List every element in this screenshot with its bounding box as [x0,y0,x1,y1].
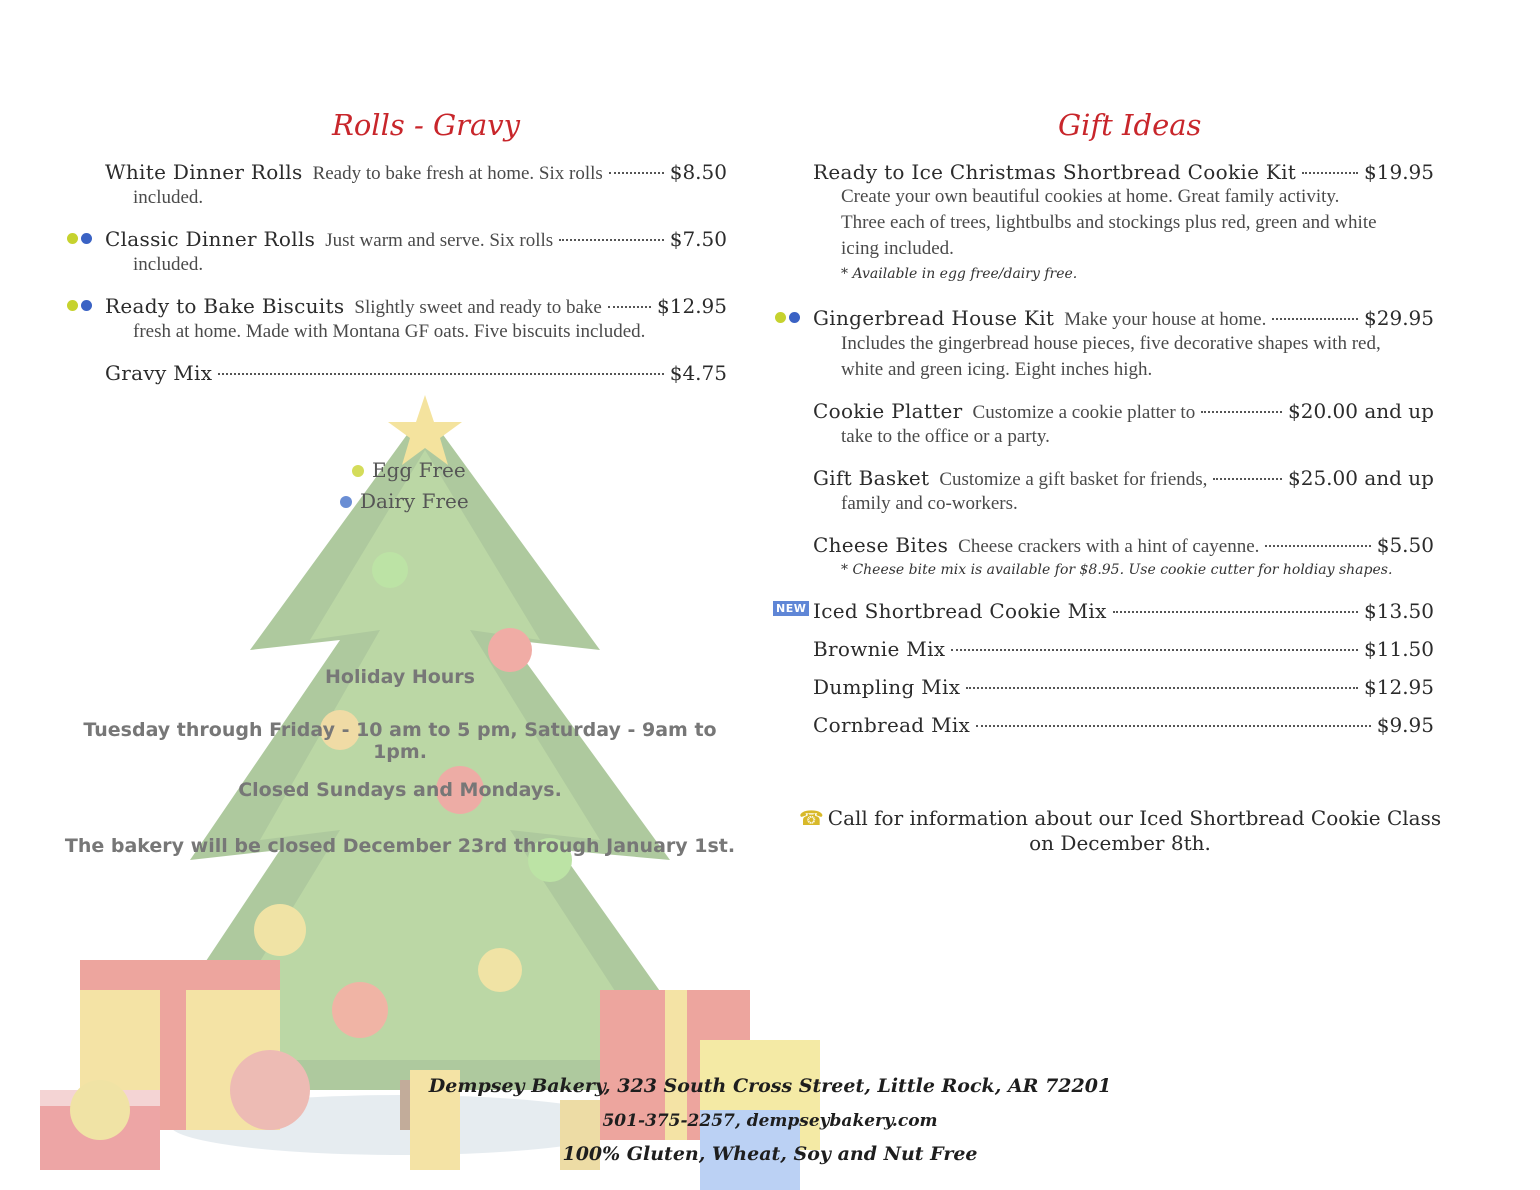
dairy-free-dot-icon [81,300,92,311]
item-name: Ready to Ice Christmas Shortbread Cookie Kit [813,160,1297,184]
item-name: Gravy Mix [105,361,213,385]
item-price: $12.95 [1364,675,1434,699]
holiday-hours-weekday: Tuesday through Friday - 10 am to 5 pm, Saturday - 9am to 1pm. [83,719,717,763]
egg-free-dot-icon [775,312,786,323]
menu-item-iced-shortbread-mix [776,599,1434,637]
menu-item-cookie-platter [813,399,1434,466]
egg-free-dot-icon [352,465,364,477]
menu-item-cheese-bites [813,533,1434,599]
menu-item-ready-to-bake-biscuits [105,294,727,361]
item-description-line: take to the office or a party. [841,426,1050,447]
item-name: Cookie Platter [813,399,963,423]
legend-dairy-label: Dairy Free [360,489,469,513]
menu-item-dumpling-mix [813,675,1434,713]
item-description: Slightly sweet and ready to bake [354,297,602,318]
item-description: Customize a cookie platter to [972,402,1196,423]
dot-leader [951,649,1358,651]
dot-leader [1272,318,1358,320]
menu-item-brownie-mix [813,637,1434,675]
item-price: $19.95 [1364,160,1434,184]
dairy-free-dot-icon [340,496,352,508]
holiday-hours-closed: Closed Sundays and Mondays. [238,779,562,801]
item-name: Cheese Bites [813,533,949,557]
gift-ideas-list [776,160,1434,737]
item-description-continued: fresh at home. Made with Montana GF oats. Five biscuits included. [133,321,646,342]
allergen-legend [340,455,469,517]
item-description: Customize a gift basket for friends, [939,469,1208,490]
allergen-dots [67,233,92,244]
item-note: * Available in egg free/dairy free. [841,266,1078,282]
item-name: White Dinner Rolls [105,160,303,184]
dairy-free-dot-icon [789,312,800,323]
dot-leader [1302,172,1358,174]
cookie-class-text: Call for information about our Iced Shortbread Cookie Class on December 8th. [827,806,1442,855]
item-price: $20.00 and up [1288,399,1434,423]
egg-free-dot-icon [67,300,78,311]
menu-item-shortbread-cookie-kit [813,160,1434,306]
item-description-line: Three each of trees, lightbulbs and stockings plus red, green and white [841,212,1377,233]
item-price: $11.50 [1364,637,1434,661]
item-price: $12.95 [657,294,727,318]
dot-leader [609,172,664,174]
dot-leader [1265,545,1370,547]
holiday-hours-title: Holiday Hours [325,666,475,688]
legend-egg-free [340,455,469,486]
menu-item-gravy-mix [105,361,727,385]
rolls-gravy-list [105,160,727,385]
item-description: Just warm and serve. Six rolls [325,230,554,251]
dot-leader [1213,478,1282,480]
dot-leader [1113,611,1358,613]
item-name: Classic Dinner Rolls [105,227,316,251]
item-price: $7.50 [669,227,727,251]
gift-ideas-title: Gift Ideas [1058,108,1202,142]
menu-item-cornbread-mix [813,713,1434,737]
allergen-dots [67,300,92,311]
item-name: Gift Basket [813,466,930,490]
item-name: Ready to Bake Biscuits [105,294,345,318]
item-price: $29.95 [1364,306,1434,330]
item-description-line: Includes the gingerbread house pieces, five decorative shapes with red, [841,333,1381,354]
new-badge: NEW [773,601,809,616]
item-description-line: icing included. [841,238,954,259]
dot-leader [608,306,651,308]
item-description-line: white and green icing. Eight inches high. [841,359,1153,380]
item-note: * Cheese bite mix is available for $8.95. Use cookie cutter for holdiay shapes. [841,562,1393,578]
menu-item-gingerbread-house-kit [813,306,1434,399]
item-price: $9.95 [1376,713,1434,737]
phone-icon: ☎ [798,806,824,830]
dot-leader [966,687,1358,689]
cookie-class-note [790,806,1450,856]
item-description-line: Create your own beautiful cookies at home. Great family activity. [841,186,1340,207]
dot-leader [976,725,1371,727]
legend-egg-label: Egg Free [372,458,466,482]
footer-address: Dempsey Bakery, 323 South Cross Street, Little Rock, AR 72201 [428,1075,1112,1097]
item-name: Cornbread Mix [813,713,971,737]
item-price: $5.50 [1376,533,1434,557]
footer-tagline: 100% Gluten, Wheat, Soy and Nut Free [562,1143,978,1165]
item-name: Brownie Mix [813,637,946,661]
item-description: Make your house at home. [1064,309,1267,330]
item-price: $13.50 [1364,599,1434,623]
item-name: Iced Shortbread Cookie Mix [813,599,1107,623]
item-description-continued: included. [133,254,204,275]
item-name: Gingerbread House Kit [813,306,1055,330]
item-name: Dumpling Mix [813,675,961,699]
allergen-dots [775,312,800,323]
item-price: $8.50 [669,160,727,184]
dot-leader [559,239,664,241]
legend-dairy-free [340,486,469,517]
item-description: Cheese crackers with a hint of cayenne. [958,536,1260,557]
rolls-gravy-title: Rolls - Gravy [332,108,521,142]
menu-item-gift-basket [813,466,1434,533]
menu-item-classic-dinner-rolls [105,227,727,294]
egg-free-dot-icon [67,233,78,244]
dot-leader [218,373,663,375]
menu-item-white-dinner-rolls [105,160,727,227]
item-description-continued: included. [133,187,204,208]
item-price: $4.75 [669,361,727,385]
item-price: $25.00 and up [1288,466,1434,490]
footer-contact: 501-375-2257, dempseybakery.com [602,1111,938,1131]
item-description-line: family and co-workers. [841,493,1018,514]
dairy-free-dot-icon [81,233,92,244]
item-description: Ready to bake fresh at home. Six rolls [312,163,603,184]
dot-leader [1201,411,1282,413]
holiday-hours-closure: The bakery will be closed December 23rd through January 1st. [64,835,736,857]
